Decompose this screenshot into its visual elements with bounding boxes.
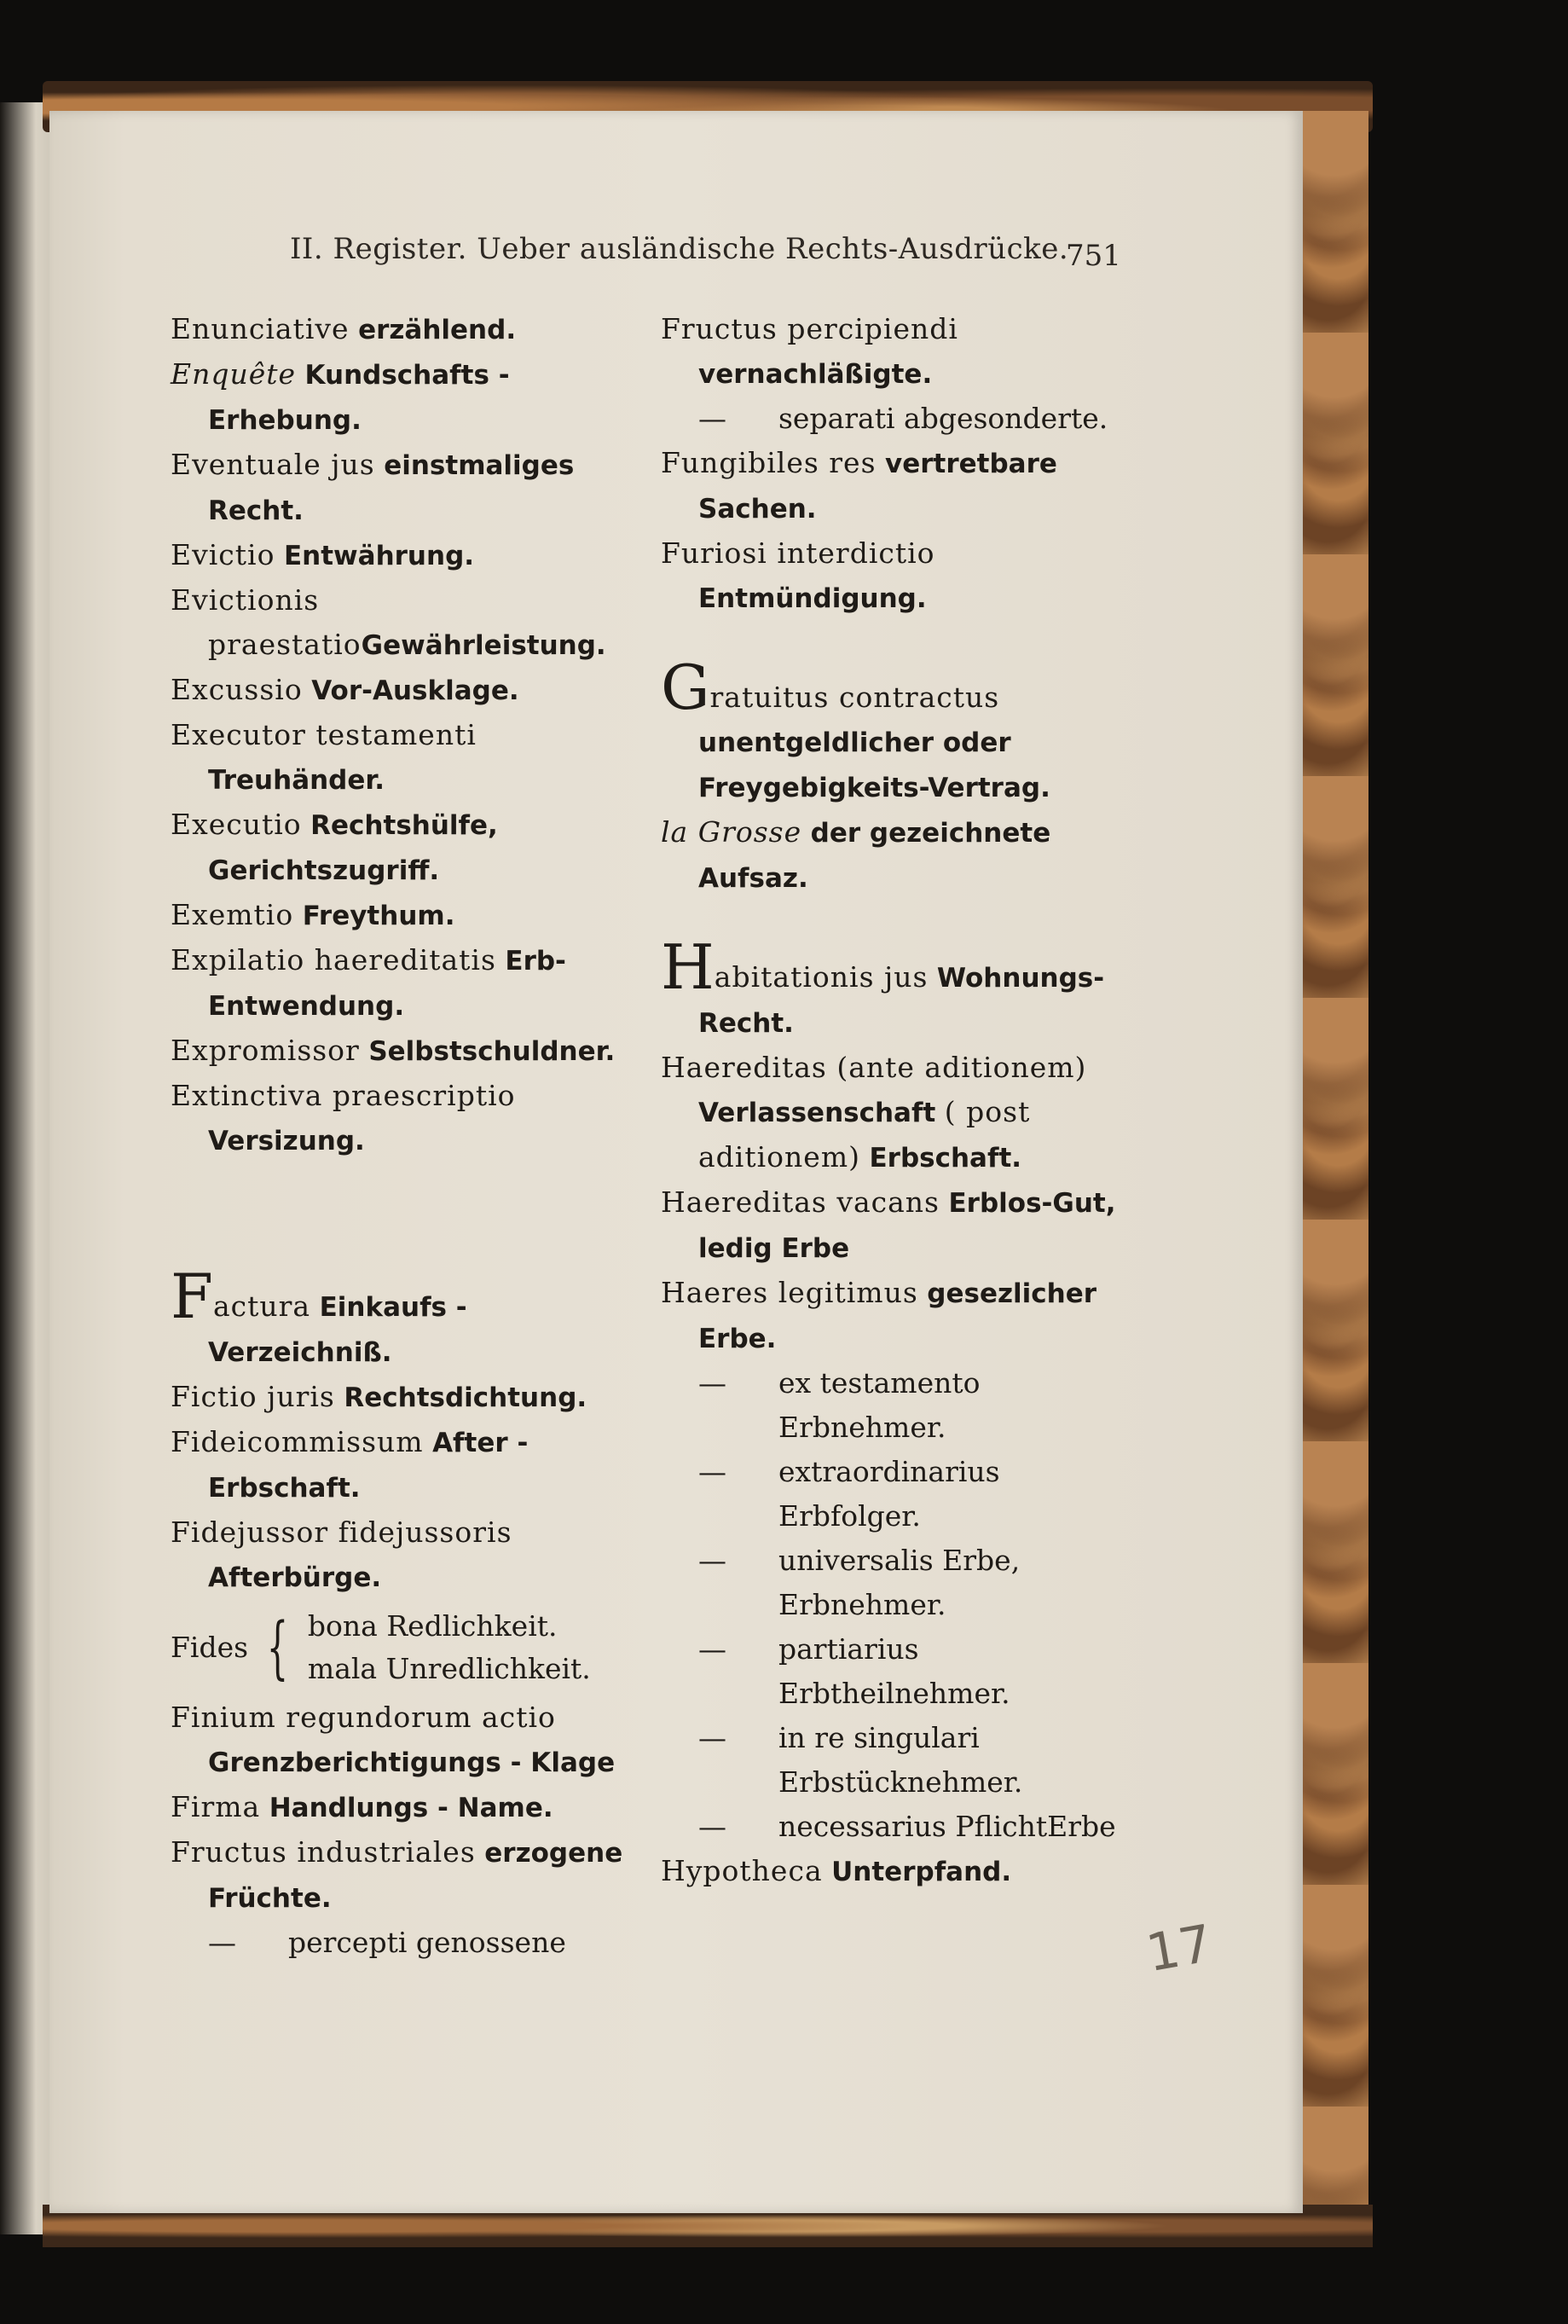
- entry-gratuitus: Gratuitus contractus unentgeldlicher oder Freygebigkeits-Vertrag.: [661, 652, 1050, 803]
- entry-factura: Factura Einkaufs - Verzeichniß.: [171, 1261, 467, 1368]
- sub-entry: — necessarius PflichtErbe: [698, 1810, 1116, 1843]
- entry-fides: Fides { bona Redlichkeit. mala Unredlichkeit.: [171, 1608, 591, 1687]
- sub-entry: — universalis Erbe, Erbnehmer.: [698, 1544, 1021, 1621]
- left-column: [171, 307, 631, 1965]
- book-left-edge: [0, 102, 51, 2234]
- entry: Haereditas vacans Erblos-Gut, ledig Erbe: [661, 1185, 1116, 1264]
- sub-entry: — partiarius Erbtheilnehmer.: [698, 1632, 1010, 1710]
- entry: Fungibiles res vertretbare Sachen.: [661, 446, 1057, 524]
- entry: Executor testamenti Treuhänder.: [171, 718, 477, 796]
- entry: Enunciative erzählend.: [171, 312, 517, 345]
- entry-grosse: la Grosse der gezeichnete Aufsaz.: [661, 815, 1051, 894]
- sub-entry: — in re singulari Erbstücknehmer.: [698, 1721, 1023, 1799]
- sub-entry: — percepti genossene: [208, 1926, 566, 1959]
- entry: Haeres legitimus gesezlicher Erbe.: [661, 1276, 1097, 1354]
- entry: Firma Handlungs - Name.: [171, 1790, 553, 1823]
- entry: Executio Rechtshülfe, Gerichtszugriff.: [171, 808, 498, 886]
- entry: Fructus percipiendi vernachläßigte.: [661, 312, 958, 390]
- entry: Evictio Entwährung.: [171, 538, 475, 571]
- entry: Exemtio Freythum.: [171, 898, 455, 931]
- brace-glyph: {: [266, 1608, 289, 1687]
- running-head: [290, 232, 1143, 266]
- entry: Fidejussor fidejussoris Afterbürge.: [171, 1516, 512, 1593]
- marbled-edge-right: [1300, 111, 1368, 2217]
- entry: Furiosi interdictio Entmündigung.: [661, 536, 935, 614]
- sub-entry: — ex testamento Erbnehmer.: [698, 1366, 981, 1444]
- entry: Expromissor Selbstschuldner.: [171, 1034, 616, 1067]
- entry: Enquête Kundschafts - Erhebung.: [171, 357, 510, 436]
- entry: Excussio Vor-Ausklage.: [171, 673, 519, 706]
- sub-entry: — extraordinarius Erbfolger.: [698, 1455, 1000, 1533]
- entry: Haereditas (ante aditionem) Verlassenschaft ( post aditionem) Erbschaft.: [661, 1051, 1087, 1174]
- entry: Extinctiva praescriptio Versizung.: [171, 1079, 516, 1156]
- entry-habitationis: Habitationis jus Wohnungs-Recht.: [661, 931, 1105, 1039]
- entry: Eventuale jus einstmaliges Recht.: [171, 448, 575, 526]
- running-head-text: II. Register. Ueber ausländische Rechts-Ausdrücke.: [290, 232, 1069, 266]
- entry: Fictio juris Rechtsdichtung.: [171, 1380, 587, 1413]
- page-number: 751: [1066, 239, 1121, 273]
- entry: Evictionis praestatioGewährleistung.: [171, 583, 606, 661]
- entry: Fideicommissum After - Erbschaft.: [171, 1425, 529, 1504]
- entry: Hypotheca Unterpfand.: [661, 1854, 1012, 1887]
- right-column: [661, 307, 1138, 1894]
- entry: Fructus industriales erzogene Früchte.: [171, 1835, 623, 1914]
- entry: Finium regundorum actio Grenzberichtigungs - Klage: [171, 1701, 616, 1778]
- pencil-mark: 17: [1142, 1913, 1217, 1985]
- entry: Expilatio haereditatis Erb-Entwendung.: [171, 943, 566, 1022]
- sub-entry: — separati abgesonderte.: [698, 402, 1108, 435]
